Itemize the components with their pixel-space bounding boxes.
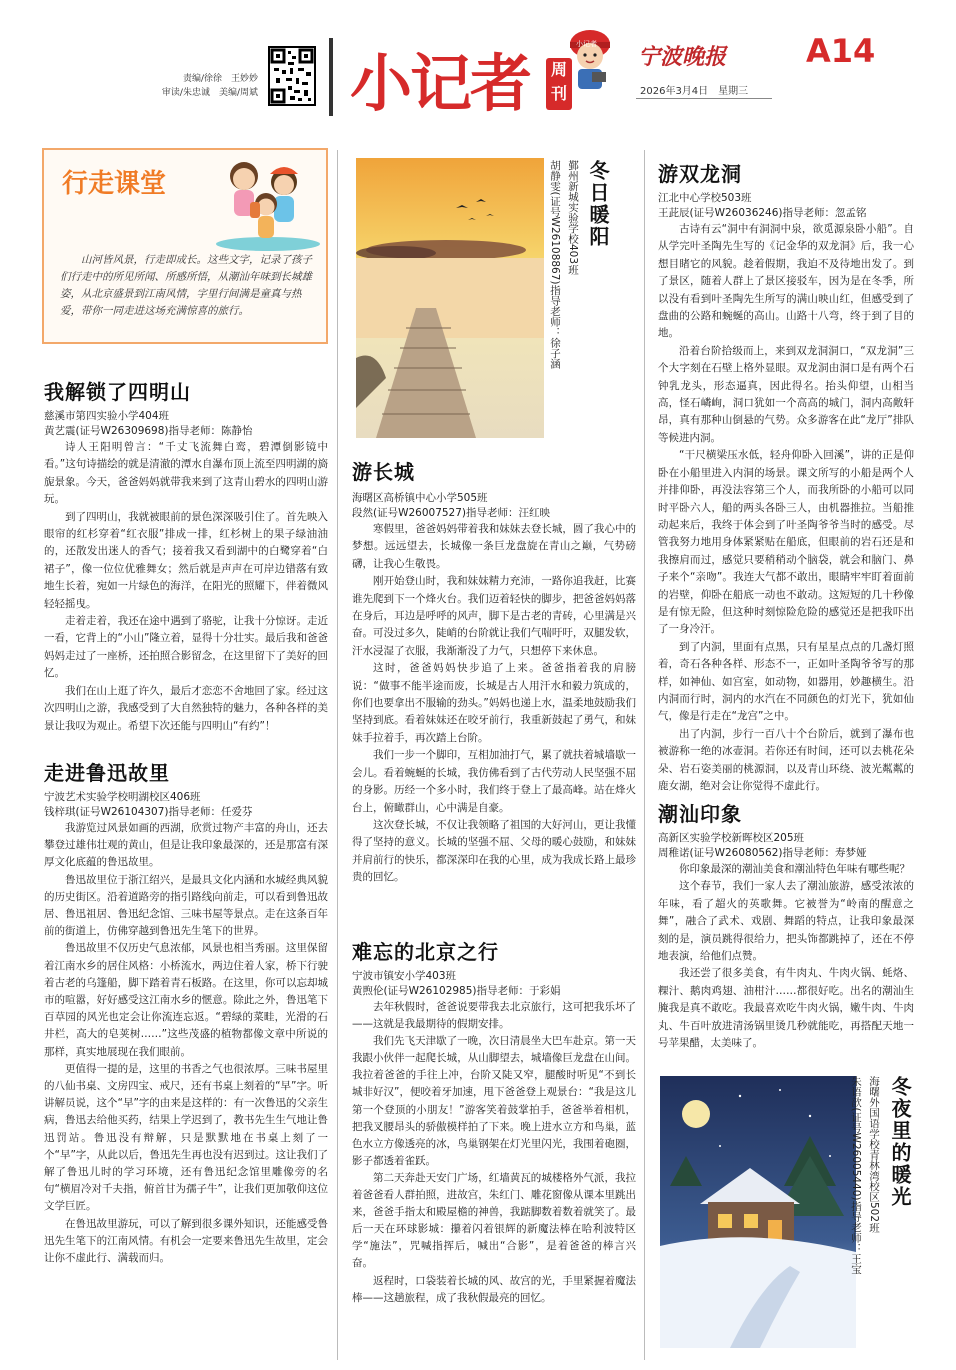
paragraph: 第二天奔赴天安门广场，红墙黄瓦的城楼格外气派，我拉着爸爸看人群拍照，进故宫，朱红门、雕花窗像从课本里跳出来，爸爸手指太和殿屋檐的神兽，我踮脚数着数着就笑了。最后一天在环球影城：攥着闪着银辉的新魔法棒在哈利波特区学“施法”，咒喊指挥后，喊出“合影”，是着爸爸的棒言兴奋。 (352, 1171, 636, 1270)
paragraph: 到了四明山，我就被眼前的景色深深吸引住了。首先映入眼帘的红杉穿着“红衣服”排成一排，红杉树上的果子绿油油的，还散发出迷人的香气；接着我又看到湖中的白鹭穿着“白裙子”，像一位位优雅舞女；然后就是声声在可岸边错落有致地生长着，宛如一片绿色的海洋，在阳光的照耀下，伴着微风轻轻摇曳。 (44, 510, 328, 610)
article-author: 王茈辰(证号W26036246)指导老师：忽孟铭 (658, 207, 867, 219)
paragraph: 这时，爸爸妈妈快步追了上来。爸爸指着我的肩膀说：“做事不能半途而废，长城是古人用汗水和毅力筑成的，你们也要拿出不服输的劲头。”妈妈也递上水，温柔地鼓励我们坚持到底。看着妹妹还在咬牙前行，我重新鼓起了勇气，和妹妹手拉着手，再次踏上台阶。 (352, 662, 636, 744)
column-divider (644, 150, 645, 1360)
paragraph: 返程时，口袋装着长城的风、故宫的光，手里紧握着魔法棒——这趟旅程，成了我秋假最亮的回忆。 (352, 1274, 636, 1304)
issue-date: 2026年3月4日 星期三 (640, 86, 749, 97)
article-title: 潮汕印象 (658, 802, 742, 826)
paragraph: 去年秋假时，爸爸说要带我去北京旅行，这可把我乐坏了——这就是我最期待的假期安排。 (352, 1001, 636, 1031)
article-shuanglong (658, 158, 914, 795)
article-author: 周稚诺(证号W26080562)指导老师：寿梦娅 (658, 847, 867, 859)
painting-author: 朱语歆(证号W26005440)指导老师：王宝 (850, 1076, 862, 1275)
article-beijing (352, 936, 636, 1307)
article-school: 宁波市镇安小学403班 (352, 970, 457, 982)
paragraph: 古诗有云“洞中有洞洞中泉，欲觅源泉卧小船”。自从学完叶圣陶先生写的《记金华的双龙洞》后，我一心想目睹它的风貌。趁着假期，我迫不及待地出发了。到了景区，随着人群上了景区接驳车，因为是在冬季，所以没有看到叶圣陶先生所写的满山映山红，但感受到了盘曲的公路和蜿蜒的高山。山路十八弯，终于到了目的地。 (658, 223, 914, 340)
painting-title: 冬日暖阳 (586, 160, 610, 248)
paragraph: 我们在山上逛了许久，最后才恋恋不舍地回了家。经过这次四明山之游，我感受到了大自然独特的魅力，各种各样的美景让我叹为观止。希望下次还能与四明山“有约”！ (44, 684, 328, 732)
paragraph: “干尺横梁压水低，轻舟仰卧入回溪”，讲的正是仰卧在小船里进入内洞的场景。课文所写的小船是两个人并排仰卧，再没法容第三个人，而我所卧的小船可以同时平卧六人，船的两头各卧三人，由机器推拉。当船推动起来后，我终于体会到了叶圣陶爷爷当时的感受。尽管我努力地用身体紧紧贴在船底，但眼前的岩石还是和我擦肩而过，感觉只要稍稍动个脑袋，就会和脑门、鼻子来个“亲吻”。我连大气都不敢出，眼睛牢牢盯着面前的岩壁，仰卧在船底一动也不敢动。这短短的几十秒像是有惊无险，但这种时刻惊险危险的感觉还是把我吓出了一身冷汗。 (658, 449, 914, 636)
editor-line: 责编/徐徐 王妙妙 (182, 74, 258, 84)
painting-author: 胡静雯(证号W26108867)指导老师：徐子涵 (549, 160, 561, 369)
paragraph: 你印象最深的潮汕美食和潮汕特色年味有哪些呢？ (679, 863, 910, 875)
date-rule (636, 98, 772, 99)
paragraph: 我们先飞天津歇了一晚，次日清晨坐大巴车赴京。第一天我跟小伙伴一起爬长城，从山脚望去，城墙像巨龙盘在山间。我拉着爸爸的手往上冲，台阶又陡又窄，腿酸时听见“不到长城非好汉”，便咬着牙加速，甩下爸爸登上观景台：“我是这儿第一个登顶的小朋友！”游客笑着鼓掌拍手，爸爸举着相机，把我叉腰昂头的骄傲模样拍了下来。晚上进水立方和鸟巢，蓝色水立方像透亮的冰，鸟巢钢架在灯光里闪光，我围着砲圈，影子都透着雀跃。 (352, 1035, 636, 1167)
masthead-divider (329, 38, 333, 116)
editor-credits (148, 72, 258, 100)
article-title: 走进鲁迅故里 (44, 761, 170, 785)
article-chaoshan (658, 798, 914, 1052)
paragraph: 我们一步一个脚印，互相加油打气，累了就扶着城墙歇一会儿。看着蜿蜒的长城，我仿佛看到了古代劳动人民坚强不屈的身影。历经一个多小时，我们终于登上了最高峰。站在烽火台上，俯瞰群山，心中满是自豪。 (352, 749, 636, 814)
article-school: 慈溪市第四实验小学404班 (44, 410, 170, 422)
column-divider (337, 150, 338, 1360)
article-body (352, 999, 636, 1307)
paragraph: 诗人王阳明曾言：“千丈飞流舞白鸾，碧潭倒影镜中看。”这句诗描绘的就是清澈的潭水自瀑布顶上流至四明湖的旖旎景象。今天，爸爸妈妈就带我来到了这青山碧水的四明山游玩。 (44, 441, 328, 506)
painting-winter-night (660, 1076, 856, 1348)
paragraph: 寒假里，爸爸妈妈带着我和妹妹去登长城，圆了我心中的梦想。远远望去，长城像一条巨龙盘旋在青山之巅，气势磅礴，让我心生敬畏。 (352, 523, 636, 570)
paragraph: 走着走着，我还在途中遇到了骆驼，让我十分惊讶。走近一看，它背上的“小山”隆立着，显得十分壮实。最后我和爸爸妈妈走过了一座桥，还拍照合影留念，在这里留下了美好的回忆。 (44, 615, 328, 680)
article-body (44, 439, 328, 735)
brand-logo: 宁波晚报 (638, 44, 727, 70)
article-author: 段然(证号W26007527)指导老师：汪红映 (352, 507, 551, 519)
article-school: 江北中心学校503班 (658, 192, 752, 204)
intro-title: 行走课堂 (62, 169, 167, 199)
paragraph: 到了内洞，里面有点黑，只有星星点点的几盏灯照着，奇石各种各样、形态不一，正如叶圣陶爷爷写的那样，如神仙、如宫室，如动物，如器用，妙趣横生。沿内洞而行时，洞内的水汽在不同颜色的灯光下，犹如仙气，像是行走在“龙宫”之中。 (658, 640, 914, 723)
article-body (44, 820, 328, 1267)
paragraph: 沿着台阶拾级而上，来到双龙洞洞口，“双龙洞”三个大字刻在石壁上格外显眼。双龙洞由洞口是有两个石钟乳龙头，形态逼真，因此得名。抬头仰望，山相当高，怪石嶙峋，洞口犹如一个高高的城门，洞内高敞轩昂，真有那种山倒悬的气势。众多游客在此“龙厅”排队等候进内洞。 (658, 344, 914, 444)
painting-school: 鄞州新城实验学校403班 (567, 160, 579, 275)
painting-winter-sun (356, 158, 544, 438)
article-body (658, 221, 914, 795)
kids-illustration (184, 152, 324, 252)
paragraph: 我还尝了很多美食，有牛肉丸、牛肉火锅、蚝烙、粿汁、鹅肉鸡翅、油柑汁……都很好吃。出名的潮汕生腌我是真不敢吃。我最喜欢吃牛肉火锅，嫩牛肉、牛肉丸、牛百叶放进清汤锅里烫几秒就能吃，再搭配天地一号苹果醋，太美味了。 (658, 967, 914, 1050)
mascot-reporter-icon (556, 24, 618, 94)
paragraph: 这个春节，我们一家人去了潮汕旅游，感受浓浓的年味，看了超火的英歌舞。它被誉为“岭南的醒意之舞”，融合了武术、戏剧、舞蹈的特点，让我印象最深刻的是，演员跳得很给力，把头饰都跳掉了，还在不停地表演，给他们点赞。 (658, 880, 914, 963)
intro-text: 山河皆风景，行走即成长。这些文字，记录了孩子们行走中的所见所闻、所感所悟，从潮汕年味到长城雄姿，从北京盛景到江南风情，字里行间满是童真与热爱，带你一同走进这场充满惊喜的旅行。 (60, 254, 312, 317)
page-number: A14 (806, 32, 876, 70)
article-changcheng (352, 456, 636, 887)
masthead-badge: 周刊 (546, 58, 572, 110)
painting-school: 海曙外国语学校青林湾校区502班 (868, 1076, 880, 1233)
painting-title: 冬夜里的暖光 (888, 1076, 912, 1208)
article-body (658, 861, 914, 1052)
article-school: 宁波艺术实验学校明湖校区406班 (44, 791, 201, 803)
paragraph: 出了内洞，步行一百八十个台阶后，就到了瀑布也被游称一绝的冰壶洞。若你还有时间，还可以去桃花朵朵、岩石姿美丽的桃源洞，以及青山环绕、波光粼粼的鹿女湖，绝对会让你觉得不虚此行。 (658, 727, 914, 792)
article-luxun (44, 757, 328, 1267)
paragraph: 刚开始登山时，我和妹妹精力充沛，一路你追我赶，比赛谁先爬到下一个烽火台。我们迈着轻快的脚步，把爸爸妈妈落在身后，耳边是呼呼的风声，脚下是古老的青砖，心里满是兴奋。可没过多久，陡峭的台阶就让我们气喘吁吁，双腿发软，汗水浸湿了衣服，我渐渐没了力气，只想停下来休息。 (352, 575, 636, 657)
article-school: 海曙区高桥镇中心小学505班 (352, 492, 488, 504)
paragraph: 我游览过风景如画的西湖，欣赏过物产丰富的舟山，还去攀登过雄伟壮观的黄山，但是让我印象最深的，还是那富有深厚文化底蕴的鲁迅故里。 (44, 822, 328, 869)
article-body (352, 521, 636, 887)
article-title: 游长城 (352, 460, 415, 484)
article-siming (44, 376, 328, 735)
article-author: 钱梓琪(证号W26104307)指导老师：任爱芬 (44, 806, 253, 818)
mascot-cap-text: 小记者 (576, 40, 597, 48)
masthead-title: 小记者 (350, 47, 531, 120)
paragraph: 鲁迅故里不仅历史气息浓郁，风景也相当秀丽。这里保留着江南水乡的居住风格：小桥流水，两边住着人家，桥下行驶着古老的乌篷船，脚下踏着青石板路。在这里，你可以忘却城市的喧嚣，好好感受这江南水乡的惬意。除此之外，鲁迅笔下百草园的风光也定会让你流连忘返。“碧绿的菜畦，光滑的石井栏，高大的皂荚树……”这些茂盛的植物都像文章中所说的那样，真实地展现在我们眼前。 (44, 942, 328, 1058)
paragraph: 鲁迅故里位于浙江绍兴，是最具文化内涵和水城经典风貌的历史街区。沿着道路旁的指引路线向前走，可以看到鲁迅故居、鲁迅祖居、鲁迅纪念馆、三味书屋等景点。走在这条百年前的街道上，仿佛穿越到鲁迅先生笔下的世界。 (44, 873, 328, 938)
article-author: 黄煦伦(证号W26102985)指导老师：于彩娟 (352, 985, 561, 997)
paragraph: 在鲁迅故里游玩，可以了解到很多课外知识，还能感受鲁迅先生笔下的江南风情。有机会一定要来鲁迅先生故里，定会让你不虚此行、满载而归。 (44, 1217, 328, 1265)
paragraph: 更值得一提的是，这里的书香之气也很浓厚。三味书屋里的八仙书桌、文房四宝、戒尺，还有书桌上刻着的“早”字。听讲解员说，这个“早”字的由来是这样的：有一次鲁迅的父亲生病，鲁迅去给他买药，结果上学迟到了，教书先生生气地让鲁迅罚站。鲁迅没有辩解，只是默默地在书桌上刻了一个“早”字，从此以后，鲁迅先生再也没有迟到过。这让我们了解了鲁迅儿时的学习环境，还有鲁迅纪念馆里雕像旁的名句“横眉冷对千夫指，俯首甘为孺子牛”，让我们更加敬仰这位文学巨匠。 (44, 1062, 328, 1213)
article-title: 难忘的北京之行 (352, 940, 499, 964)
article-title: 我解锁了四明山 (44, 380, 191, 404)
article-author: 黄艺震(证号W26309698)指导老师：陈静怡 (44, 425, 253, 437)
paragraph: 这次登长城，不仅让我领略了祖国的大好河山，更让我懂得了坚持的意义。长城的坚强不屈、父母的暖心鼓励，和妹妹并肩前行的快乐，都深深印在我的心里，成为我成长路上最珍贵的回忆。 (352, 818, 636, 884)
article-title: 游双龙洞 (658, 162, 742, 186)
qr-code (268, 46, 316, 106)
reviewer-line: 审读/朱忠诚 美编/周斌 (161, 88, 258, 98)
article-school: 高新区实验学校新晖校区205班 (658, 832, 805, 844)
